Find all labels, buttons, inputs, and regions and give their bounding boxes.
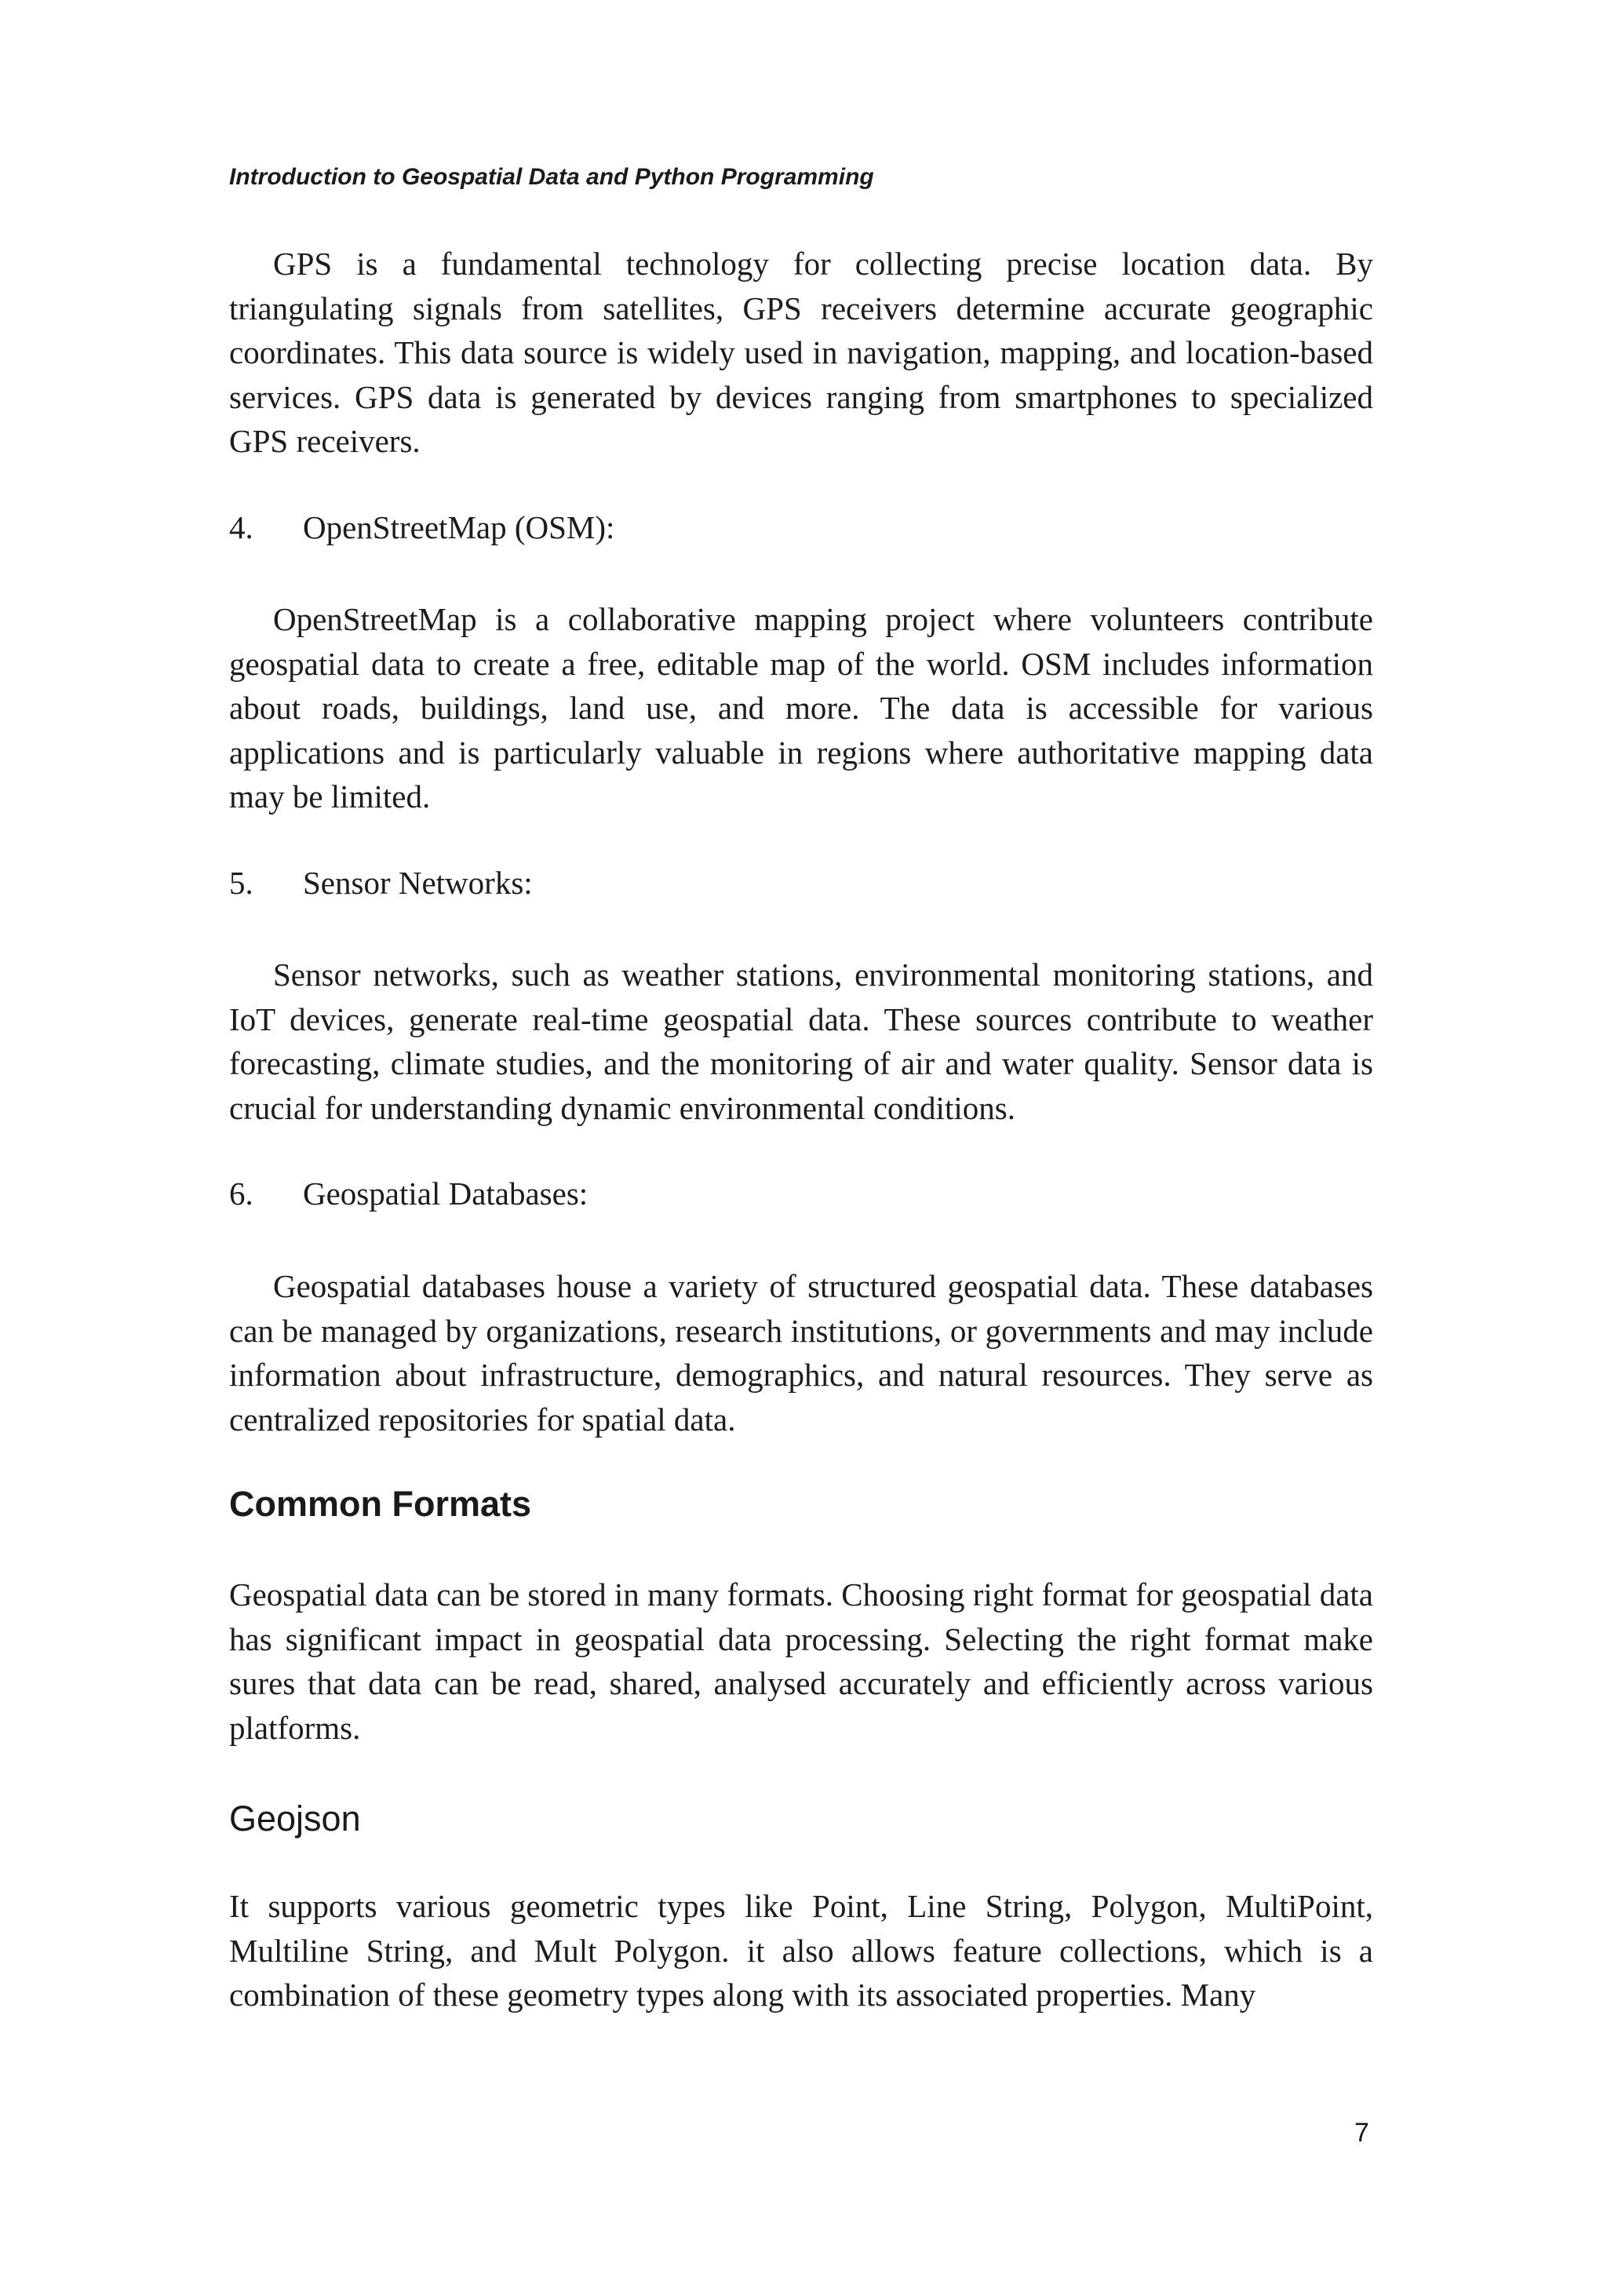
list-item-label: Sensor Networks:: [303, 865, 533, 901]
heading-common-formats: Common Formats: [229, 1484, 532, 1524]
paragraph-osm: OpenStreetMap is a collaborative mapping project where volunteers contribute geospatial data to create a free, editable map of the world. OSM includes information about roads, buildings, land use, and more. The data is accessible for various applications and is particularly valuable in regions where authoritative mapping data may be limited.: [229, 601, 1373, 815]
list-item-label: Geospatial Databases:: [303, 1175, 589, 1212]
paragraph-geospatial-databases: Geospatial databases house a variety of structured geospatial data. These databases can be managed by organizations, research institutions, or governments and may include information about infrastructure, demographics, and natural resources. They serve as centralized repositories for spatial data.: [229, 1268, 1373, 1438]
running-head: Introduction to Geospatial Data and Python Programming: [229, 164, 874, 190]
list-item-number: 5.: [229, 865, 253, 901]
heading-geojson: Geojson: [229, 1799, 361, 1839]
paragraph-geojson: It supports various geometric types like Point, Line String, Polygon, MultiPoint, Multiline String, and Mult Polygon. it also allows feature collections, which is a combination of these geometry types along with its associated properties. Many: [229, 1888, 1373, 2014]
paragraph-gps: GPS is a fundamental technology for collecting precise location data. By triangulating signals from satellites, GPS receivers determine accurate geographic coordinates. This data source is widely used in navigation, mapping, and location-based services. GPS data is generated by devices ranging from smartphones to specialized GPS receivers.: [229, 246, 1373, 460]
paragraph-common-formats: Geospatial data can be stored in many formats. Choosing right format for geospatial data has significant impact in geospatial data processing. Selecting the right format make sures that data can be read, shared, analysed accurately and efficiently across various platforms.: [229, 1576, 1373, 1746]
paragraph-sensor-networks: Sensor networks, such as weather stations, environmental monitoring stations, and IoT devices, generate real-time geospatial data. These sources contribute to weather forecasting, climate studies, and the monitoring of air and water quality. Sensor data is crucial for understanding dynamic environmental conditions.: [229, 957, 1373, 1126]
list-item-geospatial-databases: [229, 1172, 588, 1215]
list-item-number: 4.: [229, 509, 253, 545]
page-number: 7: [1354, 2118, 1369, 2148]
list-item-sensor-networks: [229, 861, 533, 905]
list-item-number: 6.: [229, 1175, 253, 1212]
list-item-label: OpenStreetMap (OSM):: [303, 509, 615, 545]
list-item-osm: [229, 505, 614, 549]
